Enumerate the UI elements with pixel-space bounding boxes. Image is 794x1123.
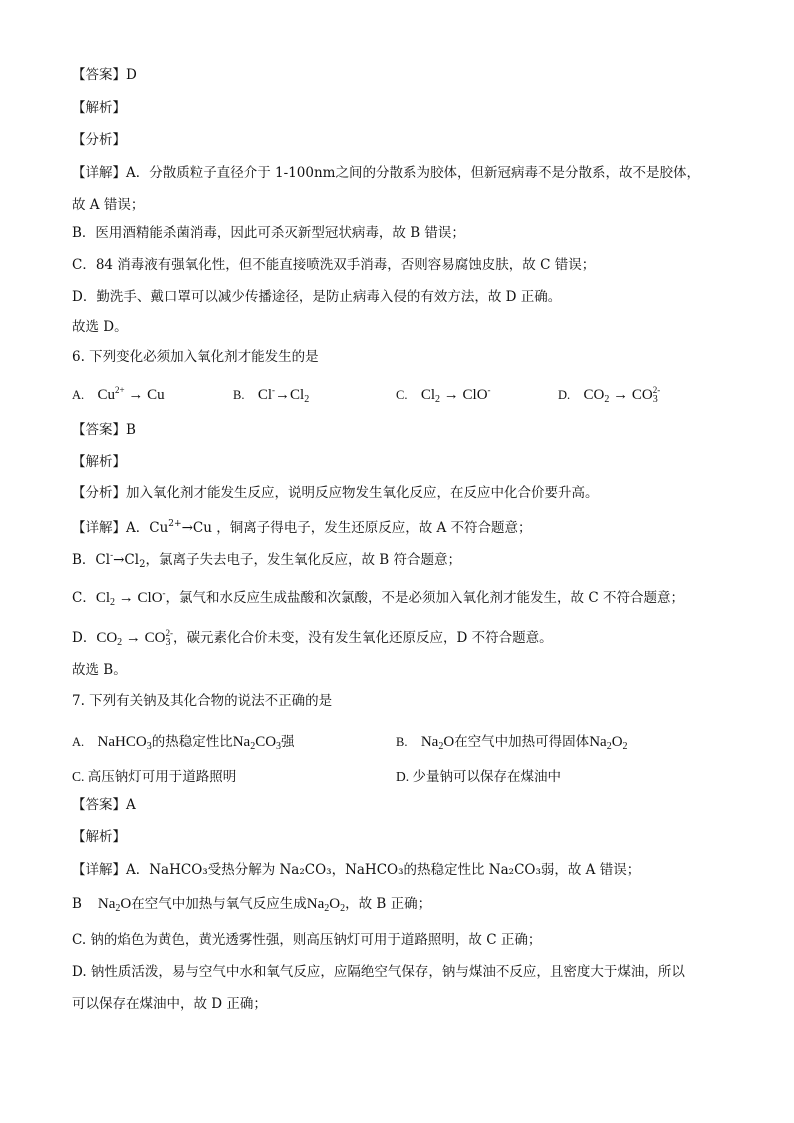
q5-analysis-head: 【解析】 <box>72 100 126 116</box>
q5-detail-1b: 故 A 错误； <box>72 197 145 213</box>
q7-option-b: B. $Na_2O$在空气中加热可得固体$Na_2O_2$ <box>396 734 628 752</box>
q6-answer: 【答案】B <box>72 422 136 438</box>
q6-conclusion: 故选 B。 <box>72 662 127 678</box>
q6-option-b: B. $Cl^-\to Cl_2$ <box>233 385 310 405</box>
q6-detail-b: B．$Cl^-\to Cl_2$，氯离子失去电子，发生氧化反应，故 B 符合题意； <box>72 551 461 570</box>
q6-detail-c: C．$Cl_2 \to ClO^-$，氯气和水反应生成盐酸和次氯酸，不是必须加入氧化剂才能发生，故 C 不符合题意； <box>72 588 684 608</box>
q7-detail-3: C. 钠的焰色为黄色，黄光透雾性强，则高压钠灯可用于道路照明，故 C 正确； <box>72 932 542 948</box>
q7-detail-4b: 可以保存在煤油中，故 D 正确； <box>72 996 267 1012</box>
q5-detail-3: C．84 消毒液有强氧化性，但不能直接喷洗双手消毒，否则容易腐蚀皮肤，故 C 错误； <box>72 257 596 273</box>
q5-detail-2: B．医用酒精能杀菌消毒，因此可杀灭新型冠状病毒，故 B 错误； <box>72 225 465 241</box>
q6-option-c: C. $Cl_2 \to ClO^-$ <box>396 385 491 405</box>
q7-stem: 7. 下列有关钠及其化合物的说法不正确的是 <box>72 693 333 709</box>
q5-detail-1: 【详解】A．分散质粒子直径介于 1-100nm之间的分散系为胶体，但新冠病毒不是分散系，故不是胶体， <box>72 165 700 181</box>
q7-option-c: C. 高压钠灯可用于道路照明 <box>72 769 237 784</box>
q6-analysis: 【分析】加入氧化剂才能发生反应，说明反应物发生氧化反应，在反应中化合价要升高。 <box>72 485 599 501</box>
q7-option-a: A. NaHCO$_3$的热稳定性比$Na_2CO_3$强 <box>72 734 295 752</box>
q5-conclusion: 故选 D。 <box>72 319 128 335</box>
q6-option-a: A. $Cu^{2+} \to Cu$ <box>72 385 165 403</box>
q7-option-d: D. 少量钠可以保存在煤油中 <box>396 769 561 784</box>
q6-detail-d: D．$CO_2 \to CO_3^{2-}$，碳元素化合价未变，没有发生氧化还原反应，D 不符合题意。 <box>72 628 553 648</box>
q7-detail-1: 【详解】A．NaHCO₃受热分解为 Na₂CO₃，NaHCO₃的热稳定性比 Na₂CO₃弱，故 A 错误； <box>72 862 641 878</box>
q6-analysis-head: 【解析】 <box>72 454 126 470</box>
q5-detail-4: D．勤洗手、戴口罩可以减少传播途径，是防止病毒入侵的有效方法，故 D 正确。 <box>72 289 562 305</box>
q5-analysis-sub: 【分析】 <box>72 132 126 148</box>
q6-detail-a: 【详解】A．$Cu^{2+}\to Cu$ ，铜离子得电子，发生还原反应，故 A 不符合题意； <box>72 519 532 536</box>
q6-option-d: D. $CO_2 \to CO_3^{2-}$ <box>558 385 661 405</box>
q7-detail-2: B $Na_2O$在空气中加热与氧气反应生成$Na_2O_2$，故 B 正确； <box>72 896 432 914</box>
q7-detail-4: D. 钠性质活泼，易与空气中水和氧气反应，应隔绝空气保存，钠与煤油不反应，且密度大于煤油，所以 <box>72 964 685 980</box>
q6-stem: 6. 下列变化必须加入氧化剂才能发生的是 <box>72 349 319 365</box>
q5-answer: 【答案】D <box>72 67 137 83</box>
q7-answer: 【答案】A <box>72 797 136 813</box>
q7-analysis-head: 【解析】 <box>72 829 126 845</box>
